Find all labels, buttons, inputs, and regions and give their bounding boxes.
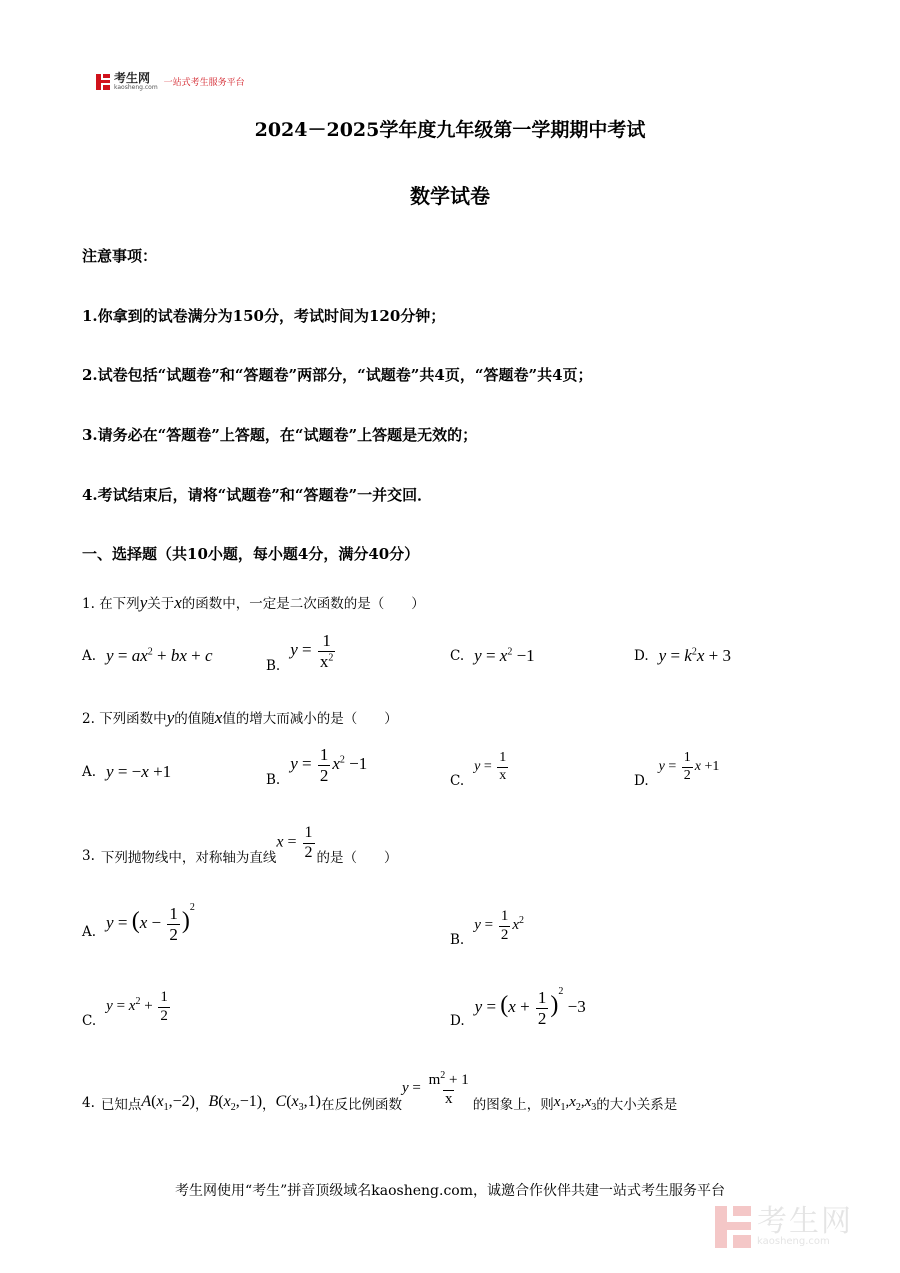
question-1: 1. 在下列y关于x的函数中，一定是二次函数的是（ ） [82, 593, 425, 612]
q3-option-d: D. y = (x + $\frac{1}{2}$ )$^2$ −3 [450, 985, 586, 1029]
formula: y = $\frac{1}{x^2}$ [290, 630, 334, 671]
formula: y = $\frac{1}{2}$ $x^2 -1$ [290, 744, 368, 785]
formula: y = $\frac{m^2 + 1}{x}$ [401, 1070, 469, 1107]
formula: $y = k^2x + 3$ [658, 646, 731, 665]
point-c: $C(x_3,1)$ [275, 1093, 321, 1114]
formula: y = (x − $\frac{1}{2}$ )$^2$ [106, 902, 195, 944]
point-a: $A(x_1,-2)$ [141, 1093, 195, 1114]
question-number: 4. [82, 1095, 95, 1112]
note-item-2: 2.试卷包括“试题卷”和“答题卷”两部分，“试题卷”共4页，“答题卷”共4页； [82, 366, 593, 384]
note-item-4: 4.考试结束后，请将“试题卷”和“答题卷”一并交回． [82, 486, 433, 504]
question-number: 3. [82, 848, 95, 864]
q3-option-c: C. $y = x^2$ + $\frac{1}{2}$ [82, 985, 172, 1029]
formula: y = $\frac{1}{x}$ [474, 750, 507, 783]
logo-tagline: 一站式考生服务平台 [163, 78, 245, 88]
point-b: $B(x_2,-1)$ [208, 1093, 263, 1114]
formula: $y = x^2 -1$ [474, 646, 535, 665]
notes-heading: 注意事项： [82, 247, 158, 265]
logo-name: 考生网 [114, 71, 151, 85]
note-item-1: 1.你拿到的试卷满分为150分，考试时间为120分钟； [82, 307, 446, 325]
question-number: 1. [82, 596, 95, 612]
formula: y = $\frac{1}{2}$ x +1 [658, 750, 720, 783]
q2-option-a: A. y = −x +1 [82, 762, 172, 781]
formula: $y = x^2$ + $\frac{1}{2}$ [106, 989, 168, 1024]
question-4: 4. 已知点 $A(x_1,-2)$ ， $B(x_2,-1)$ ， $C(x_3,1)$ 在反比例函数 y = $\frac{m^2 + 1}{x}$ 的图象上，则 $x_1,x_2,x_3$ 的大小关系是 [82, 1070, 678, 1114]
q2-option-c: C. y = $\frac{1}{x}$ [450, 745, 510, 789]
formula: y = $\frac{1}{2}$ $x^2$ [474, 908, 525, 943]
watermark-name: 考生网 [757, 1204, 853, 1239]
q2-option-d: D. y = $\frac{1}{2}$ x +1 [634, 750, 720, 789]
variables: $x_1,x_2,x_3$ [553, 1093, 597, 1113]
formula: x = $\frac{1}{2}$ [276, 824, 313, 861]
exam-subtitle: 数学试卷 [410, 184, 490, 208]
q3-option-a: A. y = (x − $\frac{1}{2}$ )$^2$ [82, 902, 195, 944]
question-3: 3. 下列抛物线中，对称轴为直线 x = $\frac{1}{2}$ 的是（ ） [82, 824, 398, 866]
exam-title: 2024－2025学年度九年级第一学期期中考试 [254, 119, 646, 141]
formula: y = (x + $\frac{1}{2}$ )$^2$ −3 [474, 985, 586, 1028]
q3-option-b: B. y = $\frac{1}{2}$ $x^2$ [450, 908, 525, 948]
watermark-logo-icon [715, 1206, 751, 1248]
formula: y = −x +1 [106, 762, 172, 781]
q2-option-b: B. y = $\frac{1}{2}$ $x^2 -1$ [266, 744, 368, 788]
note-item-3: 3.请务必在“答题卷”上答题，在“试题卷”上答题是无效的； [82, 426, 478, 444]
question-number: 2. [82, 711, 95, 727]
question-2: 2. 下列函数中y的值随x值的增大而减小的是（ ） [82, 708, 398, 727]
q1-option-a: A. $y = ax^2$ + bx + c [82, 646, 213, 665]
watermark-domain: kaosheng.com [757, 1236, 830, 1247]
q1-option-d: D. $y = k^2x + 3$ [634, 646, 731, 665]
logo-mark-icon [96, 74, 110, 90]
header-logo [96, 72, 245, 91]
q1-option-c: C. $y = x^2 -1$ [450, 646, 535, 665]
formula: $y = ax^2$ + bx + c [106, 646, 213, 665]
q1-option-b: B. y = $\frac{1}{x^2}$ [266, 628, 337, 674]
watermark [715, 1206, 853, 1248]
section-heading: 一、选择题（共10小题，每小题4分，满分40分） [82, 545, 420, 563]
footer-text: 考生网使用“考生”拼音顶级域名kaosheng.com，诚邀合作伙伴共建一站式考生服务平台 [174, 1183, 726, 1199]
logo-domain: kaosheng.com [114, 84, 158, 91]
